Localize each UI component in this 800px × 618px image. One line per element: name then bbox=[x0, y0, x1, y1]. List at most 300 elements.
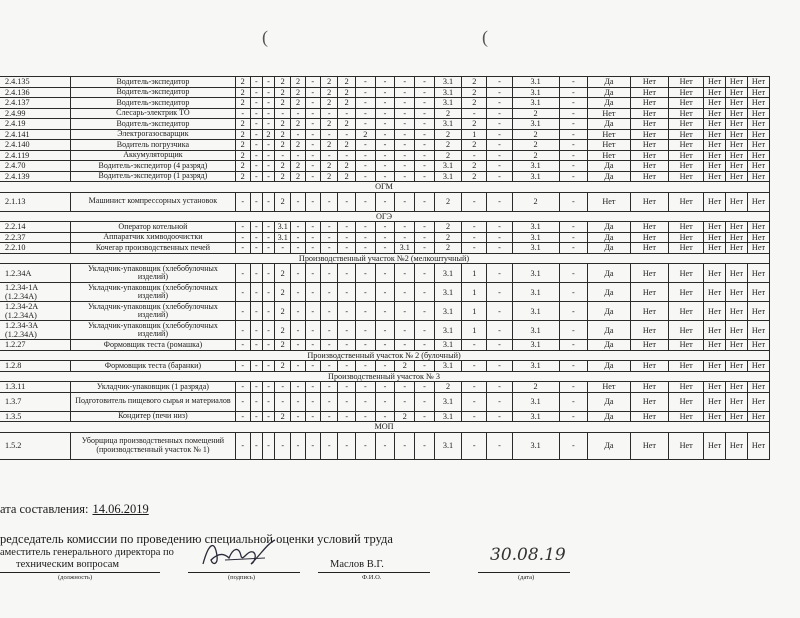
table-cell: - bbox=[235, 432, 250, 459]
table-cell: 2 bbox=[274, 98, 290, 109]
table-cell: - bbox=[274, 392, 290, 411]
position-name: Водитель погрузчика bbox=[71, 140, 235, 151]
table-cell: - bbox=[375, 98, 395, 109]
table-cell: - bbox=[487, 108, 512, 119]
table-cell: - bbox=[338, 411, 356, 422]
table-cell: - bbox=[559, 150, 587, 161]
table-cell: - bbox=[355, 232, 375, 243]
table-cell: 2 bbox=[434, 129, 461, 140]
table-cell: 3.1 bbox=[434, 171, 461, 182]
table-cell: 2 bbox=[338, 119, 356, 130]
workplace-code: 1.2.34А bbox=[0, 264, 71, 283]
table-cell: 2 bbox=[262, 129, 274, 140]
table-cell: 2 bbox=[235, 161, 250, 172]
table-cell: - bbox=[355, 264, 375, 283]
table-cell: - bbox=[262, 150, 274, 161]
table-cell: - bbox=[338, 192, 356, 211]
table-cell: - bbox=[250, 283, 262, 302]
table-cell: Нет bbox=[747, 264, 769, 283]
table-cell: - bbox=[487, 264, 512, 283]
table-cell: Нет bbox=[704, 77, 726, 88]
table-cell: - bbox=[559, 87, 587, 98]
table-cell: Да bbox=[588, 302, 631, 321]
table-cell: Нет bbox=[630, 98, 668, 109]
table-row bbox=[0, 302, 770, 321]
table-cell: - bbox=[415, 98, 435, 109]
table-cell: - bbox=[487, 87, 512, 98]
table-cell: - bbox=[415, 411, 435, 422]
table-cell: - bbox=[250, 321, 262, 340]
table-cell: - bbox=[559, 171, 587, 182]
table-cell: - bbox=[235, 222, 250, 233]
workplace-code: 1.3.7 bbox=[0, 392, 71, 411]
table-cell: - bbox=[559, 302, 587, 321]
table-row bbox=[0, 77, 770, 88]
table-cell: 2 bbox=[512, 382, 559, 393]
section-row bbox=[0, 253, 770, 264]
table-cell: - bbox=[338, 150, 356, 161]
table-cell: Нет bbox=[669, 232, 704, 243]
table-cell: - bbox=[320, 222, 338, 233]
table-cell: Нет bbox=[726, 302, 748, 321]
table-cell: - bbox=[395, 392, 415, 411]
table-cell: - bbox=[395, 171, 415, 182]
table-cell: 3.1 bbox=[434, 264, 461, 283]
table-cell: Нет bbox=[747, 432, 769, 459]
table-cell: - bbox=[262, 222, 274, 233]
table-cell: 2 bbox=[274, 411, 290, 422]
table-cell: Нет bbox=[630, 302, 668, 321]
table-cell: Нет bbox=[704, 392, 726, 411]
table-cell: Нет bbox=[747, 340, 769, 351]
table-cell: - bbox=[291, 321, 305, 340]
table-cell: - bbox=[262, 87, 274, 98]
table-cell: - bbox=[250, 411, 262, 422]
table-cell: 2 bbox=[274, 87, 290, 98]
table-cell: - bbox=[305, 243, 320, 254]
table-row bbox=[0, 222, 770, 233]
table-cell: 2 bbox=[462, 171, 487, 182]
table-cell: Нет bbox=[726, 432, 748, 459]
table-cell: - bbox=[375, 150, 395, 161]
table-cell: 2 bbox=[235, 150, 250, 161]
table-cell: Нет bbox=[669, 302, 704, 321]
assessment-table bbox=[0, 76, 770, 460]
table-cell: Нет bbox=[747, 140, 769, 151]
table-cell: Нет bbox=[630, 392, 668, 411]
table-cell: Нет bbox=[747, 77, 769, 88]
table-cell: - bbox=[462, 432, 487, 459]
table-cell: 2 bbox=[462, 119, 487, 130]
date-value: 14.06.2019 bbox=[92, 502, 149, 516]
table-cell: 2 bbox=[434, 192, 461, 211]
table-cell: - bbox=[262, 232, 274, 243]
table-cell: - bbox=[415, 129, 435, 140]
table-cell: - bbox=[262, 192, 274, 211]
table-cell: - bbox=[487, 222, 512, 233]
signature-caption: (подпись) bbox=[228, 574, 255, 581]
table-cell: - bbox=[305, 361, 320, 372]
table-cell: - bbox=[262, 98, 274, 109]
table-cell: 1 bbox=[462, 302, 487, 321]
table-cell: - bbox=[235, 411, 250, 422]
table-cell: - bbox=[355, 119, 375, 130]
table-row bbox=[0, 243, 770, 254]
table-cell: - bbox=[305, 222, 320, 233]
table-cell: - bbox=[274, 150, 290, 161]
table-cell: Нет bbox=[669, 108, 704, 119]
table-cell: Нет bbox=[704, 321, 726, 340]
table-cell: 2 bbox=[274, 321, 290, 340]
table-cell: - bbox=[235, 392, 250, 411]
table-cell: - bbox=[338, 222, 356, 233]
table-cell: Нет bbox=[726, 243, 748, 254]
table-cell: - bbox=[262, 161, 274, 172]
table-cell: 3.1 bbox=[512, 302, 559, 321]
table-cell: - bbox=[250, 243, 262, 254]
table-cell: Нет bbox=[630, 161, 668, 172]
table-cell: 2 bbox=[512, 108, 559, 119]
table-cell: - bbox=[305, 432, 320, 459]
table-cell: Да bbox=[588, 98, 631, 109]
table-cell: Нет bbox=[669, 264, 704, 283]
table-row bbox=[0, 432, 770, 459]
table-cell: - bbox=[320, 264, 338, 283]
table-cell: - bbox=[487, 129, 512, 140]
table-cell: - bbox=[559, 411, 587, 422]
table-cell: Нет bbox=[588, 382, 631, 393]
table-cell: Нет bbox=[726, 232, 748, 243]
table-cell: 1 bbox=[462, 264, 487, 283]
table-cell: - bbox=[487, 161, 512, 172]
table-cell: - bbox=[487, 361, 512, 372]
table-cell: - bbox=[235, 340, 250, 351]
position-name: Слесарь-электрик ТО bbox=[71, 108, 235, 119]
table-cell: - bbox=[235, 264, 250, 283]
table-cell: - bbox=[305, 392, 320, 411]
table-cell: Нет bbox=[747, 411, 769, 422]
table-row bbox=[0, 232, 770, 243]
table-cell: 3.1 bbox=[274, 222, 290, 233]
table-cell: - bbox=[320, 283, 338, 302]
table-cell: Нет bbox=[704, 382, 726, 393]
table-cell: - bbox=[487, 340, 512, 351]
table-cell: - bbox=[320, 361, 338, 372]
table-cell: - bbox=[375, 108, 395, 119]
table-cell: - bbox=[320, 192, 338, 211]
table-cell: - bbox=[462, 232, 487, 243]
table-cell: - bbox=[250, 87, 262, 98]
table-cell: - bbox=[395, 161, 415, 172]
table-cell: 2 bbox=[291, 140, 305, 151]
table-cell: - bbox=[250, 119, 262, 130]
position-name: Водитель-экспедитор bbox=[71, 77, 235, 88]
table-cell: Нет bbox=[747, 361, 769, 372]
table-cell: 3.1 bbox=[434, 119, 461, 130]
table-cell: Нет bbox=[704, 192, 726, 211]
table-cell: - bbox=[559, 108, 587, 119]
table-cell: - bbox=[395, 340, 415, 351]
table-cell: Нет bbox=[747, 321, 769, 340]
table-cell: - bbox=[462, 150, 487, 161]
table-cell: 2 bbox=[512, 129, 559, 140]
table-cell: Нет bbox=[630, 87, 668, 98]
table-cell: - bbox=[355, 321, 375, 340]
table-cell: - bbox=[559, 161, 587, 172]
table-cell: - bbox=[559, 98, 587, 109]
table-cell: - bbox=[355, 192, 375, 211]
table-cell: - bbox=[320, 243, 338, 254]
workplace-code: 1.2.27 bbox=[0, 340, 71, 351]
table-cell: 2 bbox=[320, 119, 338, 130]
table-cell: Нет bbox=[588, 129, 631, 140]
table-cell: - bbox=[375, 232, 395, 243]
table-cell: - bbox=[262, 302, 274, 321]
table-cell: - bbox=[250, 382, 262, 393]
table-cell: - bbox=[415, 140, 435, 151]
position-name: Водитель-экспедитор (1 разряд) bbox=[71, 171, 235, 182]
position-line-1: аместитель генерального директора по bbox=[0, 547, 174, 558]
table-cell: - bbox=[395, 119, 415, 130]
table-cell: Нет bbox=[704, 161, 726, 172]
table-cell: Нет bbox=[704, 340, 726, 351]
workplace-code: 2.4.135 bbox=[0, 77, 71, 88]
table-cell: - bbox=[375, 392, 395, 411]
table-cell: - bbox=[355, 302, 375, 321]
table-cell: 2 bbox=[235, 129, 250, 140]
table-row bbox=[0, 161, 770, 172]
table-cell: 2 bbox=[512, 192, 559, 211]
workplace-code: 1.3.11 bbox=[0, 382, 71, 393]
table-cell: - bbox=[305, 150, 320, 161]
table-cell: - bbox=[375, 283, 395, 302]
table-cell: Нет bbox=[669, 361, 704, 372]
position-name: Укладчик-упаковщик (хлебобулочных изделий) bbox=[71, 264, 235, 283]
table-cell: Нет bbox=[747, 243, 769, 254]
table-cell: - bbox=[274, 108, 290, 119]
table-cell: - bbox=[415, 222, 435, 233]
date-underline bbox=[478, 572, 570, 573]
table-cell: - bbox=[375, 161, 395, 172]
workplace-code: 1.5.2 bbox=[0, 432, 71, 459]
signature-underline bbox=[188, 572, 300, 573]
table-cell: Нет bbox=[669, 411, 704, 422]
table-cell: 2 bbox=[434, 150, 461, 161]
table-cell: - bbox=[291, 264, 305, 283]
table-cell: - bbox=[415, 283, 435, 302]
table-cell: - bbox=[250, 392, 262, 411]
table-cell: Нет bbox=[747, 119, 769, 130]
table-cell: Нет bbox=[630, 340, 668, 351]
table-cell: - bbox=[305, 77, 320, 88]
table-cell: - bbox=[559, 140, 587, 151]
table-cell: Да bbox=[588, 392, 631, 411]
table-cell: 2 bbox=[320, 140, 338, 151]
table-cell: - bbox=[462, 392, 487, 411]
table-cell: Нет bbox=[630, 432, 668, 459]
table-cell: Нет bbox=[726, 382, 748, 393]
table-cell: Нет bbox=[630, 129, 668, 140]
table-cell: Нет bbox=[704, 361, 726, 372]
table-cell: - bbox=[235, 361, 250, 372]
table-cell: 3.1 bbox=[512, 87, 559, 98]
table-cell: 2 bbox=[274, 264, 290, 283]
table-cell: Нет bbox=[669, 321, 704, 340]
table-cell: Нет bbox=[704, 98, 726, 109]
table-cell: - bbox=[250, 361, 262, 372]
table-row bbox=[0, 283, 770, 302]
table-row bbox=[0, 140, 770, 151]
table-cell: 3.1 bbox=[512, 222, 559, 233]
table-cell: - bbox=[250, 129, 262, 140]
table-cell: Нет bbox=[704, 243, 726, 254]
position-name: Оператор котельной bbox=[71, 222, 235, 233]
table-cell: 3.1 bbox=[434, 77, 461, 88]
table-cell: Нет bbox=[747, 382, 769, 393]
table-cell: - bbox=[250, 232, 262, 243]
table-cell: - bbox=[395, 264, 415, 283]
table-cell: - bbox=[338, 361, 356, 372]
table-cell: - bbox=[559, 340, 587, 351]
table-row bbox=[0, 411, 770, 422]
table-cell: - bbox=[338, 232, 356, 243]
workplace-code: 2.4.119 bbox=[0, 150, 71, 161]
workplace-code: 2.2.10 bbox=[0, 243, 71, 254]
table-cell: - bbox=[559, 243, 587, 254]
table-cell: 3.1 bbox=[512, 232, 559, 243]
table-cell: 3.1 bbox=[512, 243, 559, 254]
table-cell: - bbox=[305, 340, 320, 351]
table-cell: 2 bbox=[320, 87, 338, 98]
table-cell: - bbox=[320, 302, 338, 321]
table-cell: - bbox=[250, 77, 262, 88]
workplace-code: 2.2.37 bbox=[0, 232, 71, 243]
table-cell: - bbox=[291, 432, 305, 459]
table-row bbox=[0, 171, 770, 182]
table-cell: - bbox=[487, 77, 512, 88]
table-cell: - bbox=[559, 119, 587, 130]
workplace-code: 2.1.13 bbox=[0, 192, 71, 211]
table-cell: Нет bbox=[704, 232, 726, 243]
table-cell: 3.1 bbox=[434, 361, 461, 372]
table-cell: - bbox=[559, 77, 587, 88]
table-cell: - bbox=[305, 119, 320, 130]
table-cell: - bbox=[559, 222, 587, 233]
table-cell: - bbox=[338, 129, 356, 140]
table-cell: 2 bbox=[291, 161, 305, 172]
table-cell: - bbox=[415, 119, 435, 130]
table-cell: - bbox=[395, 232, 415, 243]
table-cell: - bbox=[338, 283, 356, 302]
workplace-code: 1.2.34-1А (1.2.34А) bbox=[0, 283, 71, 302]
table-cell: - bbox=[291, 108, 305, 119]
table-cell: - bbox=[250, 171, 262, 182]
section-title: Производственный участок № 2 (булочный) bbox=[0, 350, 770, 361]
table-cell: 2 bbox=[434, 232, 461, 243]
table-cell: - bbox=[355, 382, 375, 393]
table-cell: Нет bbox=[630, 361, 668, 372]
table-row bbox=[0, 87, 770, 98]
section-title: ОГЭ bbox=[0, 211, 770, 222]
table-cell: - bbox=[415, 321, 435, 340]
table-cell: - bbox=[395, 321, 415, 340]
table-cell: Да bbox=[588, 232, 631, 243]
table-cell: Да bbox=[588, 171, 631, 182]
date-caption: (дата) bbox=[518, 574, 535, 581]
table-cell: - bbox=[291, 283, 305, 302]
table-cell: - bbox=[262, 77, 274, 88]
table-cell: Нет bbox=[726, 129, 748, 140]
table-cell: - bbox=[415, 340, 435, 351]
table-cell: - bbox=[320, 432, 338, 459]
table-cell: - bbox=[320, 382, 338, 393]
table-cell: Нет bbox=[630, 283, 668, 302]
table-cell: - bbox=[355, 432, 375, 459]
workplace-code: 2.2.14 bbox=[0, 222, 71, 233]
table-cell: - bbox=[355, 108, 375, 119]
table-cell: - bbox=[415, 432, 435, 459]
table-cell: Нет bbox=[669, 243, 704, 254]
table-cell: - bbox=[305, 411, 320, 422]
compilation-date bbox=[0, 502, 149, 517]
table-cell: - bbox=[487, 283, 512, 302]
table-cell: 2 bbox=[235, 98, 250, 109]
table-cell: 2 bbox=[274, 77, 290, 88]
position-name: Электрогазосварщик bbox=[71, 129, 235, 140]
table-cell: - bbox=[274, 432, 290, 459]
table-row bbox=[0, 119, 770, 130]
table-cell: - bbox=[235, 382, 250, 393]
table-cell: - bbox=[395, 140, 415, 151]
table-cell: 2 bbox=[274, 283, 290, 302]
position-name: Формовщик теста (ромашка) bbox=[71, 340, 235, 351]
table-cell: 2 bbox=[338, 87, 356, 98]
table-cell: 2 bbox=[274, 171, 290, 182]
table-cell: 2 bbox=[395, 361, 415, 372]
table-row bbox=[0, 150, 770, 161]
table-cell: Да bbox=[588, 411, 631, 422]
table-cell: 3.1 bbox=[434, 302, 461, 321]
table-cell: Нет bbox=[747, 98, 769, 109]
table-cell: - bbox=[262, 411, 274, 422]
table-cell: - bbox=[291, 232, 305, 243]
table-cell: - bbox=[462, 340, 487, 351]
table-cell: - bbox=[375, 119, 395, 130]
table-cell: 2 bbox=[291, 171, 305, 182]
fio-caption: Ф.И.О. bbox=[362, 574, 382, 581]
table-cell: Нет bbox=[630, 243, 668, 254]
table-cell: 2 bbox=[434, 382, 461, 393]
table-cell: Нет bbox=[630, 411, 668, 422]
position-name: Кондитер (печи низ) bbox=[71, 411, 235, 422]
table-cell: Нет bbox=[726, 283, 748, 302]
table-cell: 2 bbox=[512, 140, 559, 151]
position-name: Укладчик-упаковщик (1 разряда) bbox=[71, 382, 235, 393]
table-cell: 3.1 bbox=[512, 119, 559, 130]
table-cell: 2 bbox=[291, 98, 305, 109]
table-cell: Нет bbox=[630, 150, 668, 161]
table-cell: 3.1 bbox=[512, 361, 559, 372]
table-cell: - bbox=[250, 222, 262, 233]
table-cell: Нет bbox=[726, 411, 748, 422]
table-cell: - bbox=[291, 129, 305, 140]
table-cell: Нет bbox=[726, 108, 748, 119]
table-cell: Нет bbox=[704, 140, 726, 151]
table-cell: Нет bbox=[747, 302, 769, 321]
table-cell: 2 bbox=[274, 192, 290, 211]
table-cell: - bbox=[415, 302, 435, 321]
table-cell: Нет bbox=[669, 382, 704, 393]
